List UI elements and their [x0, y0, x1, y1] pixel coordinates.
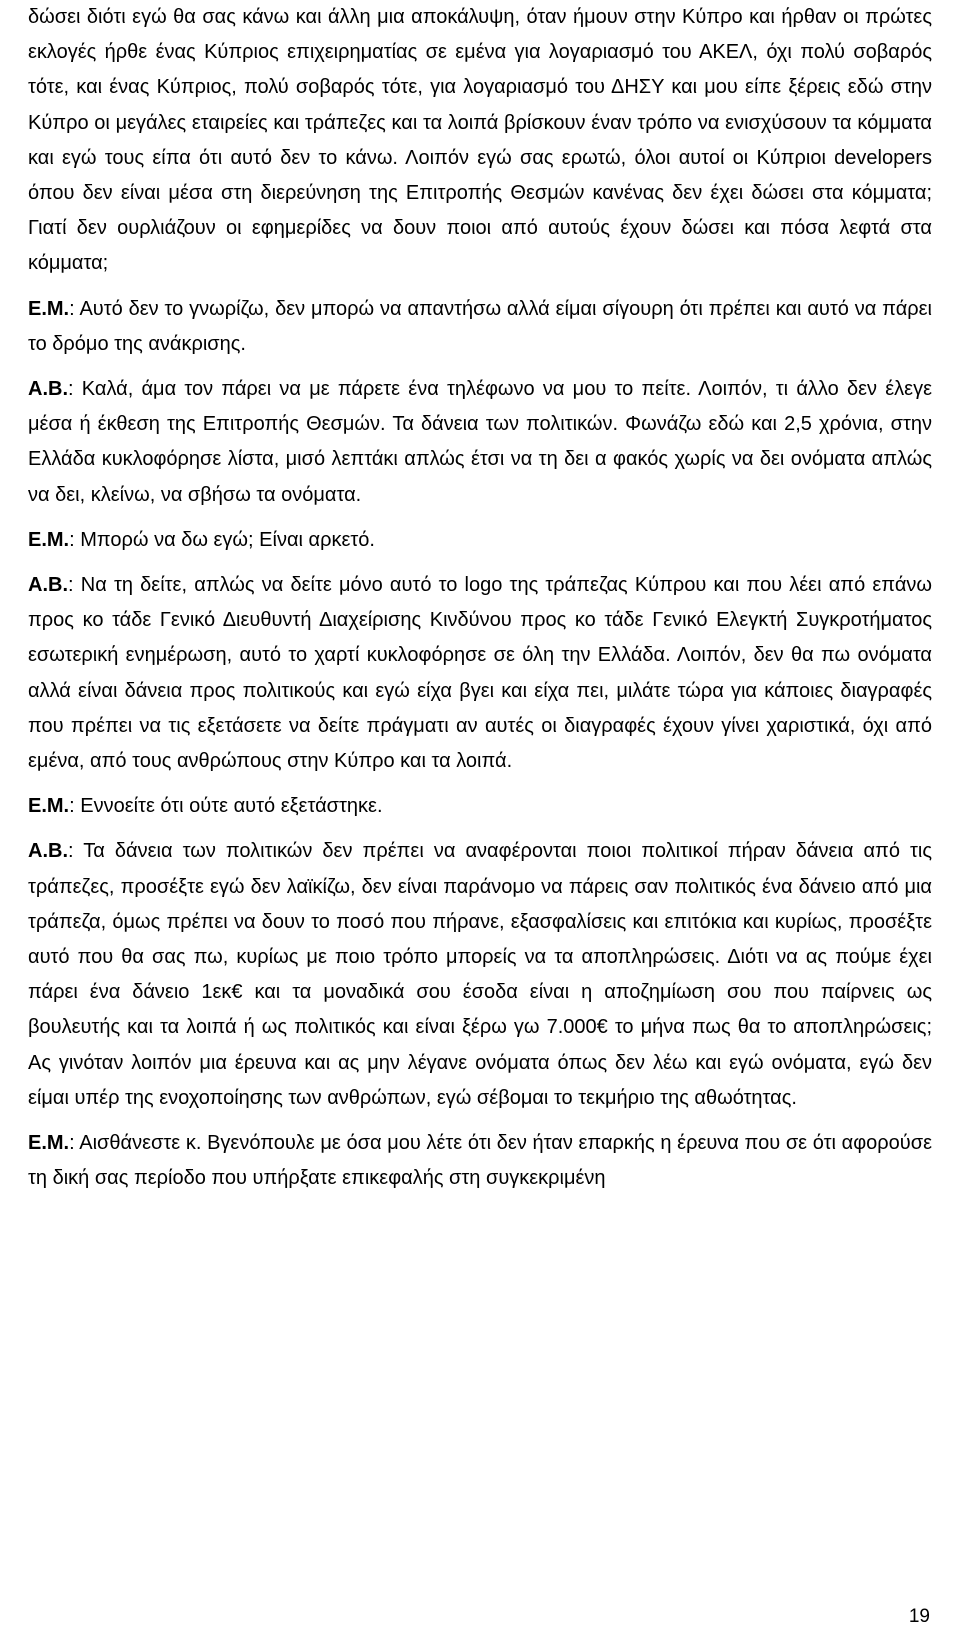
speaker-label: Ε.Μ.	[28, 1132, 70, 1155]
paragraph-text: : Αυτό δεν το γνωρίζω, δεν μπορώ να απαντήσω αλλά είμαι σίγουρη ότι πρέπει και αυτό να πάρει το δρόμο της ανάκρισης.	[28, 297, 932, 355]
document-page	[28, 0, 932, 1207]
speaker-label: Α.Β.	[28, 840, 68, 863]
paragraph-ab	[28, 568, 932, 779]
paragraph-em	[28, 523, 932, 558]
speaker-label: Ε.Μ.	[28, 528, 70, 551]
paragraph-em	[28, 292, 932, 362]
paragraph-em	[28, 1126, 932, 1196]
speaker-label: Α.Β.	[28, 574, 68, 597]
paragraph-text: : Τα δάνεια των πολιτικών δεν πρέπει να αναφέρονται ποιοι πολιτικοί πήραν δάνεια από τις τράπεζες, προσέξτε εγώ δεν λαϊκίζω, δεν είναι παράνομο να πάρεις σαν πολιτικός ένα δάνειο από μια τράπεζα, όμως πρέπει να δουν το ποσό που πήρανε, εξασφαλίσεις και επιτόκια και κυρίως, προσέξτε αυτό που θα σας πω, κυρίως με ποιο τρόπο μπορείς να τα αποπληρώσεις. Διότι να ας πούμε έχει πάρει ένα δάνειο 1εκ€ και τα μοναδικά σου έσοδα είναι η αποζημίωση σου που παίρνεις ως βουλευτής και τα λοιπά ή ως πολιτικός και είναι ξέρω γω 7.000€ το μήνα πως θα το αποπληρώσεις; Ας γινόταν λοιπόν μια έρευνα και ας μην λέγανε ονόματα όπως δεν λέω και εγώ ονόματα, εγώ δεν είμαι υπέρ της ενοχοποίησης των ανθρώπων, εγώ σέβομαι το τεκμήριο της αθωότητας.	[28, 840, 932, 1109]
paragraph-text: : Εννοείτε ότι ούτε αυτό εξετάστηκε.	[69, 795, 383, 818]
paragraph-ab	[28, 834, 932, 1116]
paragraph-text: : Αισθάνεστε κ. Βγενόπουλε με όσα μου λέτε ότι δεν ήταν επαρκής η έρευνα που σε ότι αφορούσε τη δική σας περίοδο που υπήρξατε επικεφαλής στη συγκεκριμένη	[28, 1132, 932, 1190]
paragraph-text: : Μπορώ να δω εγώ; Είναι αρκετό.	[69, 528, 375, 551]
page-number: 19	[908, 1606, 930, 1627]
paragraph-text: δώσει διότι εγώ θα σας κάνω και άλλη μια αποκάλυψη, όταν ήμουν στην Κύπρο και ήρθαν οι πρώτες εκλογές ήρθε ένας Κύπριος επιχειρηματίας σε εμένα για λογαριασμό του ΑΚΕΛ, όχι πολύ σοβαρός τότε, και ένας Κύπριος, πολύ σοβαρός τότε, για λογαριασμό του ΔΗΣΥ και μου είπε ξέρεις εδώ στην Κύπρο οι μεγάλες εταιρείες και τράπεζες και τα λοιπά βρίσκουν έναν τρόπο να ενισχύσουν τα κόμματα και εγώ τους είπα ότι αυτό δεν το κάνω. Λοιπόν εγώ σας ερωτώ, όλοι αυτοί οι Κύπριοι developers όπου δεν είναι μέσα στη διερεύνηση της Επιτροπής Θεσμών κανένας δεν έχει δώσει στα κόμματα; Γιατί δεν ουρλιάζουν οι εφημερίδες να δουν ποιοι από αυτούς έχουν δώσει και πόσα λεφτά στα κόμματα;	[28, 6, 932, 275]
paragraph-text: : Να τη δείτε, απλώς να δείτε μόνο αυτό το logo της τράπεζας Κύπρου και που λέει από επάνω προς κο τάδε Γενικό Διευθυντή Διαχείρισης Κινδύνου προς κο τάδε Γενικό Ελεγκτή Συγκροτήματος εσωτερική ενημέρωση, αυτό το χαρτί κυκλοφόρησε σε όλη την Ελλάδα. Λοιπόν, δεν θα πω ονόματα αλλά είναι δάνεια προς πολιτικούς και εγώ είχα βγει και είχα πει, μιλάτε τώρα για κάποιες διαγραφές που πρέπει να τις εξετάσετε να δείτε πράγματι αν αυτές οι διαγραφές έχουν γίνει χαριστικά, όχι από εμένα, από τους ανθρώπους στην Κύπρο και τα λοιπά.	[28, 574, 932, 773]
paragraph-ab	[28, 372, 932, 513]
paragraph-em	[28, 789, 932, 824]
paragraph-continuation	[28, 0, 932, 282]
paragraph-text: : Καλά, άμα τον πάρει να με πάρετε ένα τηλέφωνο να μου το πείτε. Λοιπόν, τι άλλο δεν έλεγε μέσα ή έκθεση της Επιτροπής Θεσμών. Τα δάνεια των πολιτικών. Φωνάζω εδώ και 2,5 χρόνια, στην Ελλάδα κυκλοφόρησε λίστα, μισό λεπτάκι απλώς έτσι να τη δει α φακός χωρίς να δει ονόματα απλώς να δει, κλείνω, να σβήσω τα ονόματα.	[28, 378, 932, 506]
speaker-label: Ε.Μ.	[28, 297, 70, 320]
speaker-label: Α.Β.	[28, 378, 68, 401]
speaker-label: Ε.Μ.	[28, 795, 70, 818]
